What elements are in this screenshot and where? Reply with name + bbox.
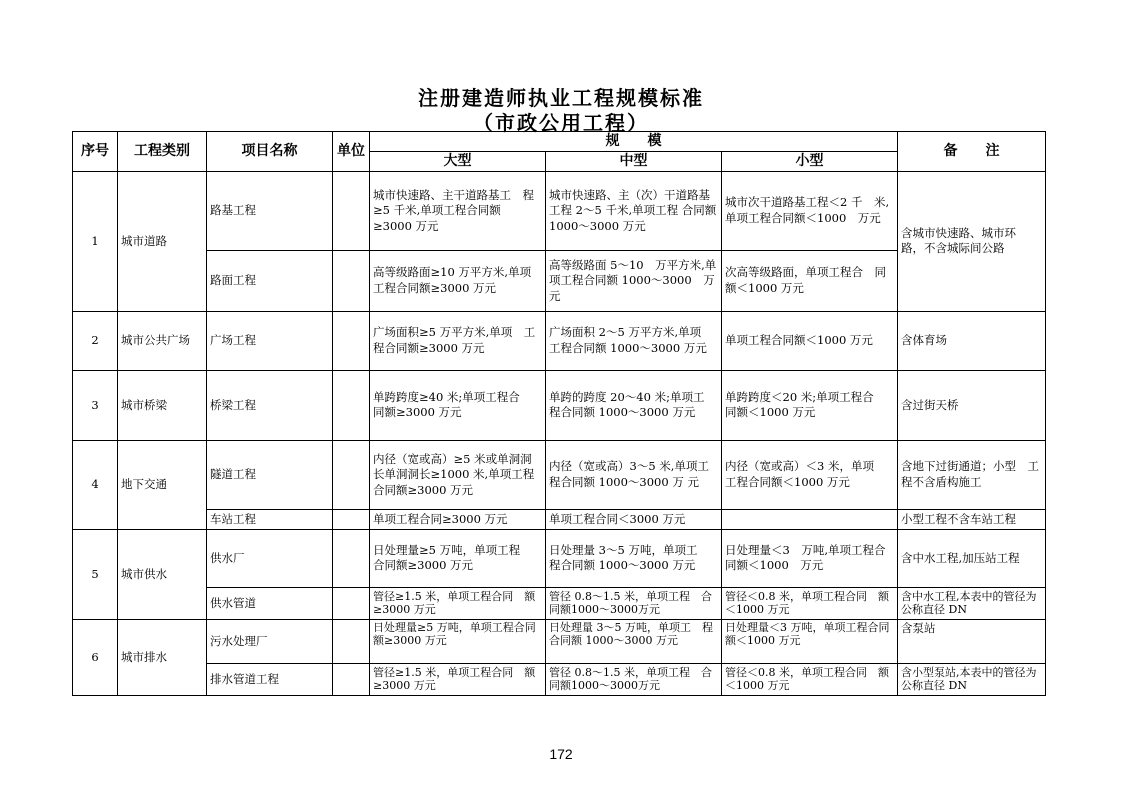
- header-category: 工程类别: [118, 132, 207, 172]
- cell-remark: 含地下过街通道；小型 工程不含盾构施工: [898, 440, 1046, 509]
- row-category: 城市排水: [118, 619, 207, 695]
- cell-medium: 城市快速路、主（次）干道路基工程 2～5 千米,单项工程 合同额 1000～3000 万元: [546, 171, 722, 250]
- scale-standard-table: [72, 131, 1046, 696]
- row-project: 桥梁工程: [207, 370, 333, 440]
- row-project: 污水处理厂: [207, 619, 333, 663]
- cell-small: 日处理量＜3 万吨,单项工程合同额＜1000 万元: [722, 529, 898, 587]
- cell-large: 管径≥1.5 米，单项工程合同 额≥3000 万元: [370, 587, 546, 619]
- row-project: 隧道工程: [207, 440, 333, 509]
- cell-large: 管径≥1.5 米，单项工程合同 额≥3000 万元: [370, 663, 546, 695]
- cell-large: 单项工程合同≥3000 万元: [370, 509, 546, 529]
- cell-medium: 单项工程合同＜3000 万元: [546, 509, 722, 529]
- cell-large: 日处理量≥5 万吨，单项工程合同额≥3000 万元: [370, 619, 546, 663]
- row-unit: [333, 250, 370, 311]
- cell-large: 日处理量≥5 万吨，单项工程 合同额≥3000 万元: [370, 529, 546, 587]
- row-unit: [333, 509, 370, 529]
- table-row: [73, 509, 1046, 529]
- row-unit: [333, 529, 370, 587]
- cell-medium: 管径 0.8～1.5 米，单项工程 合同额1000～3000万元: [546, 663, 722, 695]
- cell-small: 管径＜0.8 米，单项工程合同 额＜1000 万元: [722, 587, 898, 619]
- row-category: 城市供水: [118, 529, 207, 619]
- cell-remark: 含中水工程,加压站工程: [898, 529, 1046, 587]
- row-seq: 4: [73, 440, 118, 529]
- table-row: [73, 171, 1046, 250]
- cell-medium: 日处理量 3～5 万吨，单项工 程合同额 1000～3000 万元: [546, 529, 722, 587]
- cell-remark: 含城市快速路、城市环 路，不含城际间公路: [898, 171, 1046, 311]
- cell-remark: 含过街天桥: [898, 370, 1046, 440]
- table-row: [73, 529, 1046, 587]
- row-project: 广场工程: [207, 311, 333, 370]
- cell-large: 高等级路面≥10 万平方米,单项工程合同额≥3000 万元: [370, 250, 546, 311]
- row-seq: 1: [73, 171, 118, 311]
- table-row: [73, 311, 1046, 370]
- cell-remark: 含小型泵站,本表中的管径为公称直径 DN: [898, 663, 1046, 695]
- cell-medium: 广场面积 2～5 万平方米,单项 工程合同额 1000～3000 万元: [546, 311, 722, 370]
- row-seq: 6: [73, 619, 118, 695]
- cell-small: 单跨跨度＜20 米;单项工程合 同额＜1000 万元: [722, 370, 898, 440]
- cell-large: 内径（宽或高）≥5 米或单洞洞长单洞洞长≥1000 米,单项工程合同额≥3000 万元: [370, 440, 546, 509]
- cell-medium: 管径 0.8～1.5 米，单项工程 合同额1000～3000万元: [546, 587, 722, 619]
- cell-small: [722, 509, 898, 529]
- cell-small: 管径＜0.8 米，单项工程合同 额＜1000 万元: [722, 663, 898, 695]
- row-category: 地下交通: [118, 440, 207, 529]
- row-project: 供水厂: [207, 529, 333, 587]
- cell-small: 城市次干道路基工程＜2 千 米,单项工程合同额＜1000 万元: [722, 171, 898, 250]
- document-subtitle: （市政公用工程）: [473, 111, 649, 135]
- row-category: 城市公共广场: [118, 311, 207, 370]
- document-title: 注册建造师执业工程规模标准: [418, 86, 704, 110]
- header-scale: 规 模: [370, 132, 898, 152]
- cell-medium: 内径（宽或高）3～5 米,单项工程合同额 1000～3000 万 元: [546, 440, 722, 509]
- cell-large: 城市快速路、主干道路基工 程≥5 千米,单项工程合同额 ≥3000 万元: [370, 171, 546, 250]
- row-unit: [333, 663, 370, 695]
- cell-medium: 单跨的跨度 20～40 米;单项工 程合同额 1000～3000 万元: [546, 370, 722, 440]
- row-unit: [333, 311, 370, 370]
- row-project: 车站工程: [207, 509, 333, 529]
- row-project: 路基工程: [207, 171, 333, 250]
- row-unit: [333, 587, 370, 619]
- row-project: 供水管道: [207, 587, 333, 619]
- header-unit: 单位: [333, 132, 370, 172]
- cell-small: 日处理量＜3 万吨，单项工程合同额＜1000 万元: [722, 619, 898, 663]
- row-unit: [333, 619, 370, 663]
- header-small: 小型: [722, 152, 898, 172]
- page-number: 172: [549, 746, 573, 762]
- header-project: 项目名称: [207, 132, 333, 172]
- table-row: [73, 619, 1046, 663]
- cell-small: 单项工程合同额＜1000 万元: [722, 311, 898, 370]
- cell-large: 单跨跨度≥40 米;单项工程合 同额≥3000 万元: [370, 370, 546, 440]
- cell-remark: 含泵站: [898, 619, 1046, 663]
- row-category: 城市道路: [118, 171, 207, 311]
- row-unit: [333, 370, 370, 440]
- table-row: [73, 370, 1046, 440]
- row-project: 路面工程: [207, 250, 333, 311]
- header-remarks: 备 注: [898, 132, 1046, 172]
- cell-medium: 日处理量 3～5 万吨，单项工 程合同额 1000～3000 万元: [546, 619, 722, 663]
- row-project: 排水管道工程: [207, 663, 333, 695]
- cell-small: 次高等级路面，单项工程合 同额＜1000 万元: [722, 250, 898, 311]
- table-row: [73, 663, 1046, 695]
- cell-remark: 含中水工程,本表中的管径为公称直径 DN: [898, 587, 1046, 619]
- row-unit: [333, 440, 370, 509]
- row-category: 城市桥梁: [118, 370, 207, 440]
- cell-medium: 高等级路面 5～10 万平方米,单项工程合同额 1000～3000 万元: [546, 250, 722, 311]
- row-unit: [333, 171, 370, 250]
- table-row: [73, 587, 1046, 619]
- header-seq: 序号: [73, 132, 118, 172]
- cell-small: 内径（宽或高）＜3 米，单项 工程合同额＜1000 万元: [722, 440, 898, 509]
- cell-large: 广场面积≥5 万平方米,单项 工程合同额≥3000 万元: [370, 311, 546, 370]
- row-seq: 2: [73, 311, 118, 370]
- cell-remark: 含体育场: [898, 311, 1046, 370]
- row-seq: 5: [73, 529, 118, 619]
- table-row: [73, 440, 1046, 509]
- header-large: 大型: [370, 152, 546, 172]
- cell-remark: 小型工程不含车站工程: [898, 509, 1046, 529]
- row-seq: 3: [73, 370, 118, 440]
- header-medium: 中型: [546, 152, 722, 172]
